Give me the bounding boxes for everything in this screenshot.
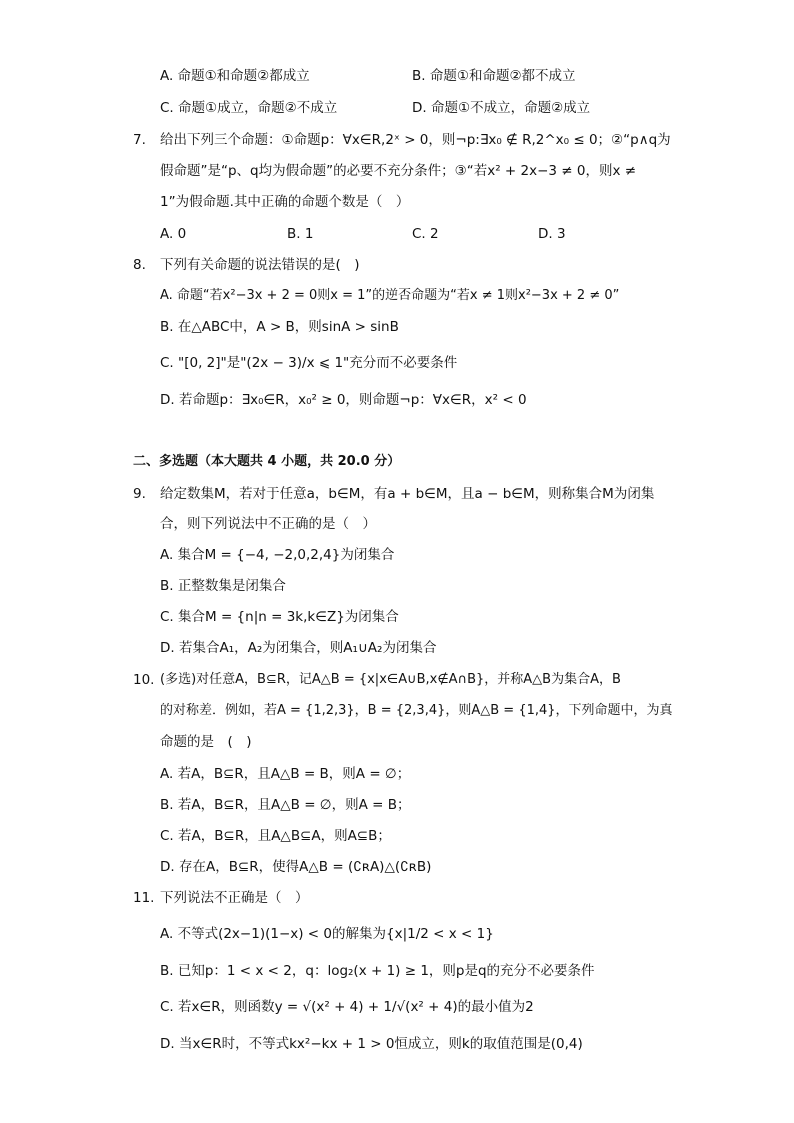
question-10-option-c: C. 若A，B⊆R，且A△B⊆A，则A⊆B；	[160, 828, 391, 844]
q6-option-c: C. 命题①成立，命题②不成立	[160, 100, 338, 116]
question-7-option-d: D. 3	[538, 226, 566, 242]
question-9-number: 9.	[133, 486, 146, 502]
question-8-stem: 下列有关命题的说法错误的是( )	[160, 257, 360, 273]
question-7-option-c: C. 2	[412, 226, 439, 242]
q6-option-a: A. 命题①和命题②都成立	[160, 68, 310, 84]
q6-option-b: B. 命题①和命题②都不成立	[412, 68, 576, 84]
question-9-option-c: C. 集合M = {n|n = 3k,k∈Z}为闭集合	[160, 609, 399, 625]
q6-option-d: D. 命题①不成立，命题②成立	[412, 100, 591, 116]
question-7-option-b: B. 1	[287, 226, 314, 242]
question-10-option-a: A. 若A，B⊆R，且A△B = B，则A = ∅；	[160, 766, 411, 782]
question-7-option-a: A. 0	[160, 226, 187, 242]
question-11-option-a: A. 不等式(2x−1)(1−x) < 0的解集为{x|1/2 < x < 1}	[160, 926, 494, 942]
question-9-stem-line-2: 合，则下列说法中不正确的是（ ）	[160, 516, 376, 532]
question-10-stem-line-2: 的对称差．例如，若A = {1,2,3}，B = {2,3,4}，则A△B = {1,4}，下列命题中，为真	[160, 703, 673, 718]
question-7-stem-line-2: 假命题”是“p、q均为假命题”的必要不充分条件；③“若x² + 2x−3 ≠ 0，则x ≠	[160, 163, 637, 179]
question-8-option-d: D. 若命题p：∃x₀∈R，x₀² ≥ 0，则命题¬p：∀x∈R，x² < 0	[160, 392, 527, 408]
question-11-number: 11.	[133, 890, 155, 906]
question-11-stem: 下列说法不正确是（ ）	[160, 890, 309, 906]
question-7-stem-line-3: 1”为假命题.其中正确的命题个数是（ ）	[160, 194, 410, 210]
question-7-stem-line-1: 给出下列三个命题：①命题p：∀x∈R,2ˣ > 0，则¬p:∃x₀ ∉ R,2^x₀ ≤ 0；②“p∧q为	[160, 132, 671, 148]
question-7-number: 7.	[133, 132, 146, 148]
question-9-option-b: B. 正整数集是闭集合	[160, 578, 286, 594]
question-10-stem-line-1: (多选)对任意A，B⊆R，记A△B = {x|x∈A∪B,x∉A∩B}，并称A△B为集合A，B	[160, 672, 621, 687]
question-8-option-b: B. 在△ABC中，A > B，则sinA > sinB	[160, 319, 399, 335]
question-9-option-d: D. 若集合A₁，A₂为闭集合，则A₁∪A₂为闭集合	[160, 640, 437, 656]
question-9-stem-line-1: 给定数集M，若对于任意a，b∈M，有a + b∈M，且a − b∈M，则称集合M为闭集	[160, 486, 655, 502]
question-11-option-c: C. 若x∈R，则函数y = √(x² + 4) + 1/√(x² + 4)的最小值为2	[160, 999, 534, 1015]
question-10-option-d: D. 存在A，B⊆R，使得A△B = (∁ʀA)△(∁ʀB)	[160, 859, 432, 875]
question-8-option-a: A. 命题“若x²−3x + 2 = 0则x = 1”的逆否命题为“若x ≠ 1则x²−3x + 2 ≠ 0”	[160, 288, 620, 303]
question-10-number: 10.	[133, 672, 155, 688]
question-11-option-d: D. 当x∈R时，不等式kx²−kx + 1 > 0恒成立，则k的取值范围是(0,4)	[160, 1036, 583, 1052]
question-11-option-b: B. 已知p：1 < x < 2，q：log₂(x + 1) ≥ 1，则p是q的充分不必要条件	[160, 963, 595, 979]
question-10-option-b: B. 若A，B⊆R，且A△B = ∅，则A = B；	[160, 797, 411, 813]
section-heading-multiple-choice: 二、多选题（本大题共 4 小题，共 20.0 分）	[133, 454, 401, 469]
question-10-stem-line-3: 命题的是 ( )	[160, 734, 252, 750]
question-9-option-a: A. 集合M = {−4, −2,0,2,4}为闭集合	[160, 547, 395, 563]
question-8-number: 8.	[133, 257, 146, 273]
question-8-option-c: C. "[0, 2]"是"(2x − 3)/x ⩽ 1"充分而不必要条件	[160, 355, 458, 371]
